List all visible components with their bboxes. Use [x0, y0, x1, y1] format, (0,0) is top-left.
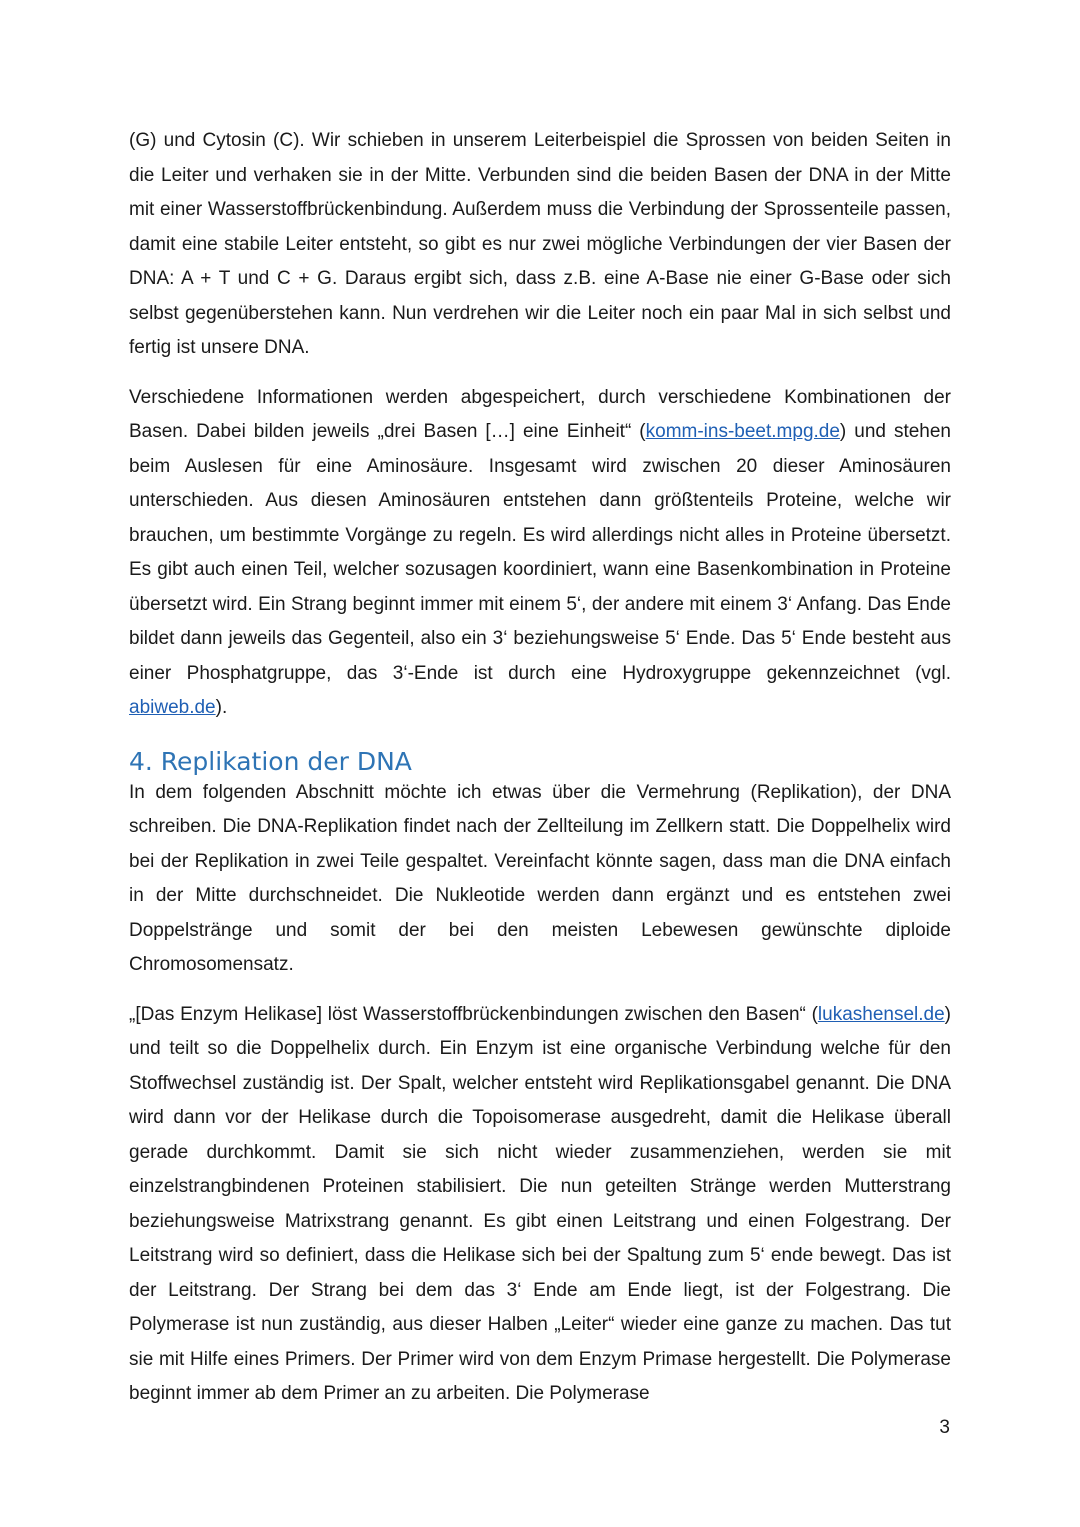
paragraph-dna-base-pairing — [129, 124, 951, 366]
link-lukashensel[interactable]: lukashensel.de — [817, 1003, 945, 1025]
text-run: „[Das Enzym Helikase] löst Wasserstoffbrückenbindungen zwischen den Basen“ ( — [129, 1003, 818, 1025]
link-komm-ins-beet[interactable]: komm-ins-beet.mpg.de — [645, 421, 840, 442]
section-heading-replikation: 4. Replikation der DNA — [129, 746, 412, 776]
document-page — [129, 124, 951, 1412]
text-run: ) und teilt so die Doppelhelix durch. Ein Enzym ist eine organische Verbindung welche für den Stoffwechsel zuständig ist. Der Spalt, welcher entsteht wird Replikationsgabel genannt. Die DNA wird dann vor der Helikase durch die Topoisomerase ausgedreht, damit die Helikase überall gerade durchkommt. Damit sie sich nicht wieder zusammenziehen, werden sie mit einzelstrangbindenen Proteinen stabilisiert. Die nun geteilten Stränge werden Mutterstrang beziehungsweise Matrixstrang genannt. Es gibt einen Leitstrang und einen Folgestrang. Der Leitstrang wird so definiert, dass die Helikase sich bei der Spaltung zum 5‘ ende bewegt. Das ist der Leitstrang. Der Strang bei dem das 3‘ Ende am Ende liegt, ist der Folgestrang. Die Polymerase ist nun zuständig, aus dieser Halben „Leiter“ wieder eine ganze zu machen. Das tut sie mit Hilfe eines Primers. Der Primer wird von dem Enzym Primase hergestellt. Die Polymerase beginnt immer ab dem Primer an zu arbeiten. Die Polymerase — [129, 1003, 951, 1404]
page-number: 3 — [939, 1417, 950, 1438]
text-run: ) und stehen beim Auslesen für eine Aminosäure. Insgesamt wird zwischen 20 dieser Aminosäuren unterschieden. Aus diesen Aminosäuren entstehen dann größtenteils Proteine, welche wir brauchen, um bestimmte Vorgänge zu regeln. Es wird allerdings nicht alles in Proteine übersetzt. Es gibt auch einen Teil, welcher sozusagen koordiniert, wann eine Basenkombination in Proteine übersetzt wird. Ein Strang beginnt immer mit einem 5‘, der andere mit einem 3‘ Anfang. Das Ende bildet dann jeweils das Gegenteil, also ein 3‘ beziehungsweise 5‘ Ende. Das 5‘ Ende besteht aus einer Phosphatgruppe, das 3‘-Ende ist durch eine Hydroxygruppe gekennzeichnet (vgl. — [129, 421, 951, 684]
paragraph-helikase — [129, 998, 951, 1412]
text-run: ). — [215, 697, 228, 718]
paragraph-replikation-intro — [129, 776, 951, 983]
text-run: (G) und Cytosin (C). Wir schieben in unserem Leiterbeispiel die Sprossen von beiden Seiten in die Leiter und verhaken sie in der Mitte. Verbunden sind die beiden Basen der DNA in der Mitte mit einer Wasserstoffbrückenbindung. Außerdem muss die Verbindung der Sprossenteile passen, damit eine stabile Leiter entsteht, so gibt es nur zwei mögliche Verbindungen der vier Basen der DNA: A + T und C + G. Daraus ergibt sich, dass z.B. eine A-Base nie einer G-Base oder sich selbst gegenüberstehen kann. Nun verdrehen wir die Leiter noch ein paar Mal in sich selbst und fertig ist unsere DNA. — [129, 130, 951, 358]
paragraph-base-combinations — [129, 381, 951, 726]
text-run: Verschiedene Informationen werden abgespeichert, durch verschiedene Kombinationen der Basen. Dabei bilden jeweils „drei Basen […] eine Einheit“ ( — [129, 386, 951, 442]
text-run: In dem folgenden Abschnitt möchte ich etwas über die Vermehrung (Replikation), der DNA schreiben. Die DNA-Replikation findet nach der Zellteilung im Zellkern statt. Die Doppelhelix wird bei der Replikation in zwei Teile gespaltet. Vereinfacht könnte sagen, dass man die DNA einfach in der Mitte durchschneidet. Die Nukleotide werden dann ergänzt und es entstehen zwei Doppelstränge und somit der bei den meisten Lebewesen gewünschte diploide Chromosomensatz. — [129, 781, 951, 975]
link-abiweb[interactable]: abiweb.de — [129, 697, 216, 718]
